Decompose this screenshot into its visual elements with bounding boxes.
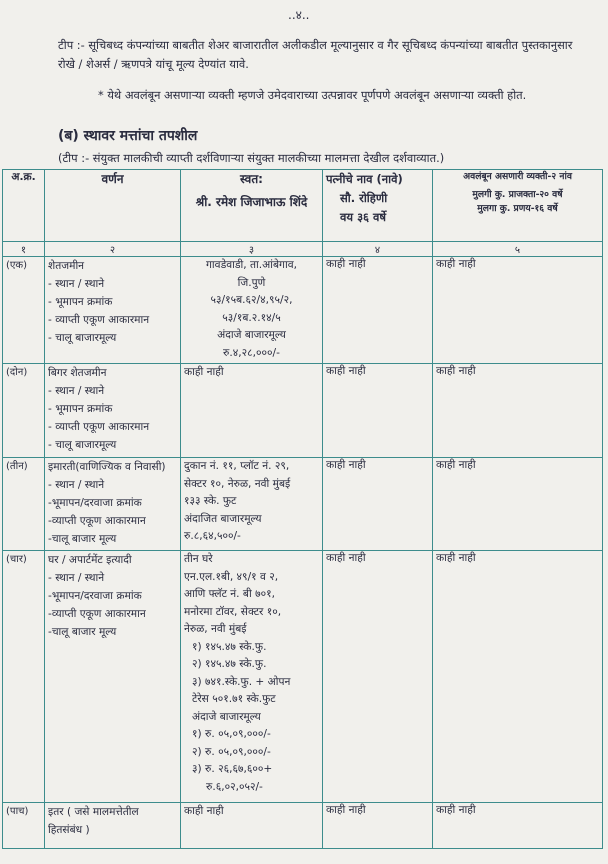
description-cell	[45, 257, 181, 364]
value-line: १) १४५.४७ स्के.फु.	[192, 640, 267, 653]
table-row	[3, 364, 603, 458]
column-number: २	[45, 242, 181, 257]
page-number: ..४..	[288, 8, 310, 22]
dependent-2: मुलगा कु. प्रणय-१६ वर्षे	[477, 203, 558, 214]
value-line: एन.एल.१बी, ४९/१ व २,	[184, 570, 279, 583]
self-value-cell	[181, 257, 323, 364]
value-line: अंदाजित बाजारमूल्य	[184, 512, 262, 525]
value-line: ३) रु. २६,६७,६००+	[192, 763, 273, 775]
value-line: २) रु. ०५,०९,०००/-	[192, 745, 271, 758]
value-line: अंदाजे बाजारमूल्य	[217, 329, 286, 341]
description-line: - व्याप्ती एकूण आकारमान	[48, 421, 150, 433]
dependents-value-cell: काही नाही	[433, 458, 603, 551]
dependents-title: अवलंबून असणारी व्यक्ती-२ नांव	[463, 171, 572, 182]
value-line: गावडेवाडी, ता.आंबेगाव,	[205, 259, 298, 271]
description-line: -भूमापन/दरवाजा क्रमांक	[48, 497, 142, 509]
description-line: - भूमापन क्रमांक	[48, 403, 113, 415]
value-line: आणि फ्लॅट नं. बी ७०१,	[184, 588, 275, 600]
spouse-title: पत्नीचे नाव (नावे)	[326, 172, 403, 186]
column-number: ५	[433, 242, 603, 257]
value-line: रु.६,०२,०५२/-	[206, 780, 263, 793]
description-cell	[45, 551, 181, 803]
dependents-value-cell: काही नाही	[433, 803, 603, 849]
description-line: - व्याप्ती एकूण आकारमान	[48, 314, 150, 326]
description-line: इतर ( जसे मालमत्तेतील	[48, 806, 139, 818]
description-line: इमारती(वाणिज्यिक व निवासी)	[48, 461, 166, 473]
section-title: (ब) स्थावर मत्तांचा तपशील	[58, 128, 198, 144]
section-note: (टीप :- संयुक्त मालकीची व्याप्ती दर्शविणाऱ्या संयुक्त मालकीच्या मालमत्ता देखील दर्शवाव्यात.)	[58, 151, 445, 165]
description-line: घर / अपार्टमेंट इत्यादी	[48, 554, 132, 566]
item-number: (तीन)	[3, 458, 45, 551]
description-line: - स्थान / स्थाने	[48, 385, 105, 397]
value-line: तीन घरे	[184, 553, 213, 565]
value-line: १३३ स्के. फुट	[184, 495, 237, 507]
description-cell	[45, 364, 181, 458]
value-line: काही नाही	[184, 805, 224, 817]
note-dependents: * येथे अवलंबून असणाऱ्या व्यक्ती म्हणजे उमेदवाराच्या उत्पन्नावर पूर्णपणे अवलंबून असणाऱ्या व्यक्ती होत.	[98, 88, 527, 102]
value-line: ५३/१५ब.६२/४,९५/२,	[210, 294, 293, 306]
value-line: नेरुळ, नवी मुंबई	[184, 623, 247, 635]
spouse-value-cell: काही नाही	[323, 364, 433, 458]
description-line: -व्याप्ती एकूण आकारमान	[48, 608, 146, 620]
description-line: - चालू बाजारमूल्य	[48, 332, 117, 344]
self-title: स्वत:	[240, 172, 263, 186]
table-row	[3, 458, 603, 551]
description-line: -चालू बाजार मूल्य	[48, 533, 117, 545]
description-line: -चालू बाजार मूल्य	[48, 626, 117, 638]
description-line: -भूमापन/दरवाजा क्रमांक	[48, 590, 142, 602]
value-line: टेरेस ५०१.७१ स्के.फुट	[192, 693, 276, 705]
header-spouse	[323, 170, 433, 242]
column-number-row	[3, 242, 603, 257]
self-value-cell	[181, 364, 323, 458]
item-number: (चार)	[3, 551, 45, 803]
value-line: अंदाजे बाजारमूल्य	[192, 710, 261, 723]
value-line: रु.४,२८,०००/-	[223, 346, 280, 359]
header-dependents	[433, 170, 603, 242]
value-line: ५३/१ब.२.१४/५	[222, 311, 281, 324]
self-name: श्री. रमेश जिजाभाऊ शिंदे	[195, 195, 308, 209]
description-line: - भूमापन क्रमांक	[48, 296, 113, 308]
description-line: - स्थान / स्थाने	[48, 572, 105, 584]
item-number: (एक)	[3, 257, 45, 364]
spouse-age: वय ३६ वर्षे	[340, 210, 387, 224]
spouse-value-cell: काही नाही	[323, 551, 433, 803]
table-row	[3, 551, 603, 803]
description-line: - चालू बाजारमूल्य	[48, 439, 117, 451]
value-line: काही नाही	[184, 366, 224, 378]
value-line: ३) ७४१.स्के.फु. + ओपन	[192, 675, 291, 688]
description-line: हितसंबंध )	[48, 824, 90, 836]
value-line: दुकान नं. ११, प्लॉट नं. २९,	[184, 460, 290, 472]
column-number: १	[3, 242, 45, 257]
dependents-value-cell: काही नाही	[433, 364, 603, 458]
self-value-cell	[181, 803, 323, 849]
self-value-cell	[181, 551, 323, 803]
description-line: बिगर शेतजमीन	[48, 367, 107, 379]
column-number: ३	[181, 242, 323, 257]
immovable-assets-table	[2, 169, 603, 849]
item-number: (पाच)	[3, 803, 45, 849]
note-listed-companies: टीप :- सूचिबध्द कंपन्यांच्या बाबतीत शेअर बाजारातील अलीकडील मूल्यानुसार व गैर सूचिबध्द कंपन्यांच्या बाबतीत पुस्तकानुसार रोखे / शेअर्स / ऋणपत्रे यांचू मूल्य देण्यांत यावे.	[58, 38, 573, 71]
item-number: (दोन)	[3, 364, 45, 458]
dependent-1: मुलगी कु. प्राजक्ता-२० वर्षे	[472, 189, 563, 200]
value-line: २) १४५.४७ स्के.फु.	[192, 658, 267, 670]
self-value-cell	[181, 458, 323, 551]
description-line: शेतजमीन	[48, 260, 85, 272]
description-line: -व्याप्ती एकूण आकारमान	[48, 515, 146, 527]
description-line: - स्थान / स्थाने	[48, 278, 105, 290]
value-line: रु.८,६४,५००/-	[184, 530, 241, 542]
value-line: १) रु. ०५,०९,०००/-	[192, 728, 271, 740]
description-cell	[45, 803, 181, 849]
dependents-value-cell: काही नाही	[433, 257, 603, 364]
description-cell	[45, 458, 181, 551]
spouse-value-cell: काही नाही	[323, 458, 433, 551]
header-sr: अ.क्र.	[3, 170, 45, 242]
value-line: मनोरमा टॉवर, सेक्टर १०,	[184, 605, 282, 618]
header-row	[3, 170, 603, 242]
spouse-name: सौ. रोहिणी	[340, 191, 388, 205]
spouse-value-cell: काही नाही	[323, 803, 433, 849]
dependents-value-cell: काही नाही	[433, 551, 603, 803]
table-row	[3, 257, 603, 364]
value-line: जि.पुणे	[237, 276, 266, 289]
header-description: वर्णन	[45, 170, 181, 242]
spouse-value-cell: काही नाही	[323, 257, 433, 364]
header-self	[181, 170, 323, 242]
table-row	[3, 803, 603, 849]
description-line: - स्थान / स्थाने	[48, 479, 105, 491]
value-line: सेक्टर १०, नेरुळ, नवी मुंबई	[184, 477, 291, 490]
column-number: ४	[323, 242, 433, 257]
